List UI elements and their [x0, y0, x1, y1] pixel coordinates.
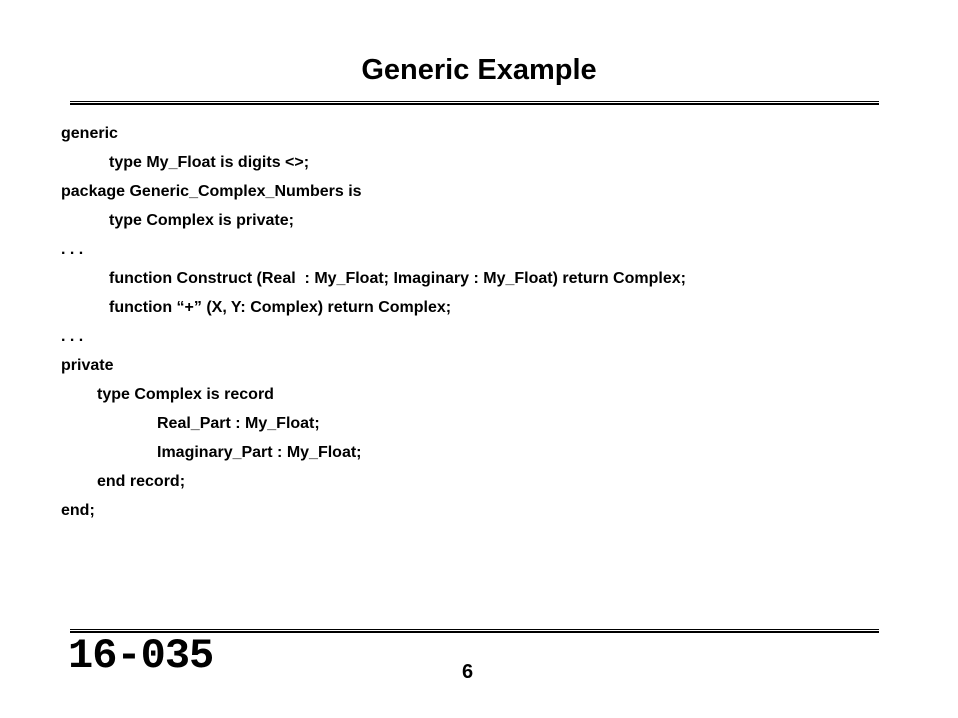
code-line: . . .	[61, 328, 84, 345]
code-line: function Construct (Real : My_Float; Imaginary : My_Float) return Complex;	[109, 270, 686, 287]
code-line: private	[61, 357, 114, 374]
code-line: Real_Part : My_Float;	[157, 415, 320, 432]
code-line: generic	[61, 125, 118, 142]
code-listing	[61, 119, 921, 525]
code-line: . . .	[61, 241, 84, 258]
code-line: package Generic_Complex_Numbers is	[61, 183, 362, 200]
code-line: function “+” (X, Y: Complex) return Complex;	[109, 299, 452, 316]
title-divider	[70, 101, 879, 105]
page-number: 6	[462, 661, 474, 683]
slide-title: Generic Example	[361, 54, 597, 86]
course-number: 16-035	[68, 632, 214, 680]
code-line: type Complex is private;	[109, 212, 294, 229]
code-line: type My_Float is digits <>;	[109, 154, 310, 171]
code-line: Imaginary_Part : My_Float;	[157, 444, 362, 461]
code-line: end record;	[97, 473, 186, 490]
code-line: end;	[61, 502, 95, 519]
code-line: type Complex is record	[97, 386, 274, 403]
